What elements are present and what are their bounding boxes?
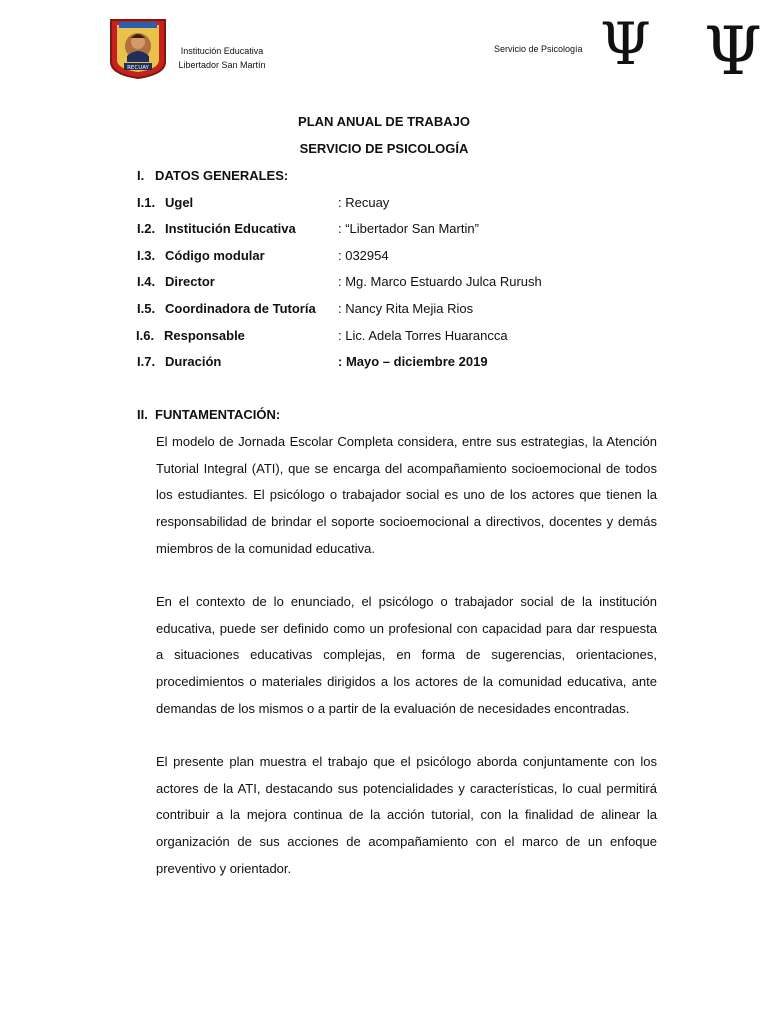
section-heading-fundamentacion: II. FUNTAMENTACIÓN:	[137, 407, 281, 422]
institution-logo	[108, 16, 168, 80]
document-title: PLAN ANUAL DE TRABAJO	[298, 114, 470, 129]
row-number: I.3.	[137, 248, 156, 263]
document-subtitle: SERVICIO DE PSICOLOGÍA	[299, 141, 469, 156]
section-heading-datos-generales: I. DATOS GENERALES:	[137, 168, 289, 183]
row-value: : 032954	[338, 248, 389, 263]
row-number: I.7.	[137, 354, 156, 369]
institution-line2: Libertador San Martín	[178, 60, 266, 70]
institution-name	[172, 44, 272, 72]
paragraph-3: El presente plan muestra el trabajo que el psicólogo aborda conjuntamente con los actores de la ATI, destacando sus potencialidades y características, lo cual permitirá contribuir a la mejora continua de la acción tutorial, con la finalidad de alinear la organización de sus acciones de acompañamiento con el marco de un enfoque preventivo y orientador.	[156, 754, 657, 876]
row-number: I.4.	[137, 274, 156, 289]
service-label: Servicio de Psicología	[494, 44, 583, 54]
row-label: Duración	[165, 354, 222, 369]
row-label: Director	[165, 274, 215, 289]
row-number: I.5.	[137, 301, 156, 316]
row-value: : Mg. Marco Estuardo Julca Rurush	[338, 274, 542, 289]
row-value: : Mayo – diciembre 2019	[338, 354, 488, 369]
row-label: Ugel	[165, 195, 194, 210]
row-label: Institución Educativa	[165, 221, 296, 236]
psi-symbol-small: Ψ	[600, 10, 651, 78]
paragraph-2: En el contexto de lo enunciado, el psicólogo o trabajador social de la institución educativa, puede ser definido como un profesional con capacidad para dar respuesta a situaciones educativas complejas, en forma de sugerencias, orientaciones, procedimientos o materiales dirigidos a los actores de la comunidad educativa, ante demandas de los mismos o a partir de la evaluación de necesidades encontradas.	[156, 594, 657, 716]
row-label: Coordinadora de Tutoría	[165, 301, 316, 316]
row-value: : “Libertador San Martin”	[338, 221, 479, 236]
row-number: I.1.	[137, 195, 156, 210]
row-value: : Recuay	[338, 195, 390, 210]
paragraph-1: El modelo de Jornada Escolar Completa considera, entre sus estrategias, la Atención Tutorial Integral (ATI), que se encarga del acompañamiento socioemocional de todos los estudiantes. El psicólogo o trabajador social es uno de los actores que tienen la responsabilidad de brindar el soporte socioemocional a directivos, docentes y demás miembros de la comunidad educativa.	[156, 434, 657, 556]
institution-line1: Institución Educativa	[180, 46, 264, 56]
psi-symbol-large: Ψ	[704, 13, 762, 90]
row-value: : Nancy Rita Mejia Rios	[338, 301, 474, 316]
row-number: I.2.	[137, 221, 156, 236]
row-number: I.6.	[136, 328, 155, 343]
row-label: Responsable	[164, 328, 245, 343]
svg-text:RECUAY: RECUAY	[127, 65, 149, 71]
row-label: Código modular	[165, 248, 265, 263]
row-value: : Lic. Adela Torres Huarancca	[338, 328, 508, 343]
